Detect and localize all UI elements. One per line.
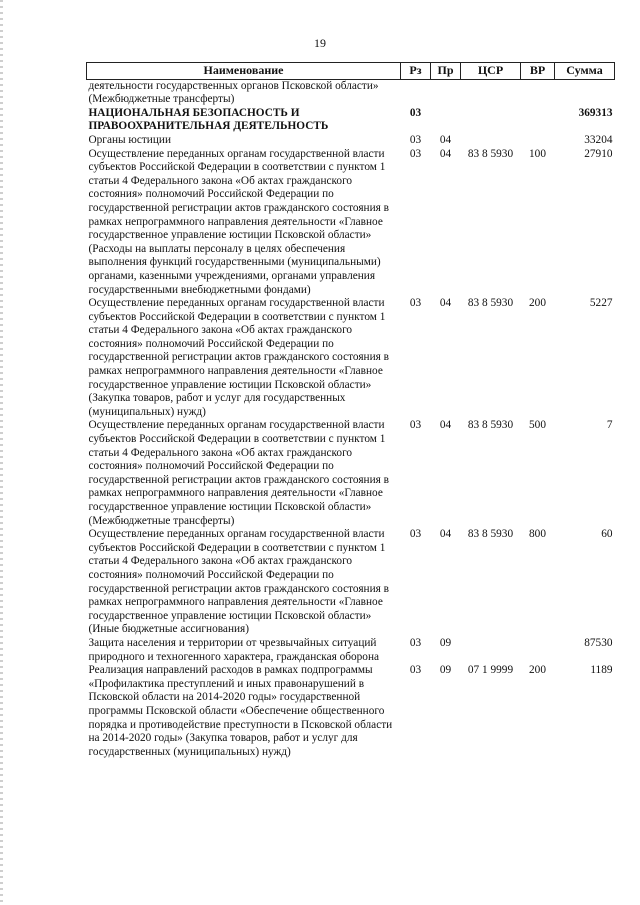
table-row [87, 79, 615, 107]
row-vr: 200 [529, 297, 546, 310]
row-rz: 03 [409, 664, 422, 677]
row-sum: 27910 [584, 147, 613, 160]
row-sum: 5227 [589, 297, 613, 310]
row-vr: 100 [529, 147, 546, 160]
header-vr: ВР [521, 63, 555, 80]
row-vr: 500 [529, 419, 546, 432]
row-rz: 03 [409, 528, 422, 541]
row-csr: 83 8 5930 [467, 528, 514, 541]
row-vr: 200 [529, 664, 546, 677]
table-row [87, 297, 615, 419]
row-sum: 60 [601, 528, 613, 541]
row-pr: 04 [439, 147, 452, 160]
page-number: 19 [314, 36, 326, 50]
row-pr [431, 107, 461, 134]
row-name: деятельности государственных органов Псковской области» (Межбюджетные трансферты) [88, 79, 379, 106]
header-pr: Пр [431, 63, 461, 80]
row-rz: 03 [409, 147, 422, 160]
row-vr [521, 134, 555, 148]
row-rz: 03 [409, 419, 422, 432]
row-pr: 04 [439, 133, 452, 146]
row-sum: 1189 [590, 664, 613, 677]
row-sum: 87530 [584, 636, 613, 649]
row-rz [401, 79, 431, 107]
row-vr [521, 79, 555, 107]
row-rz: 03 [409, 133, 422, 146]
row-vr: 800 [529, 528, 546, 541]
table-row [87, 134, 615, 148]
scan-edge-marks [0, 0, 3, 905]
row-pr: 04 [439, 528, 452, 541]
row-pr: 09 [439, 636, 452, 649]
table-row [87, 528, 615, 637]
row-csr [461, 107, 521, 134]
row-sum: 7 [606, 419, 613, 432]
table-row [87, 664, 615, 759]
row-rz: 03 [409, 297, 422, 310]
row-name: Органы юстиции [88, 133, 171, 146]
row-csr [461, 637, 521, 664]
table-header-row [87, 63, 615, 80]
row-name: НАЦИОНАЛЬНАЯ БЕЗОПАСНОСТЬ И ПРАВООХРАНИТЕЛЬНАЯ ДЕЯТЕЛЬНОСТЬ [88, 106, 329, 133]
row-pr: 04 [439, 297, 452, 310]
table-row [87, 637, 615, 664]
row-pr [431, 79, 461, 107]
header-sum: Сумма [555, 63, 615, 80]
row-sum [555, 79, 615, 107]
row-name: Осуществление переданных органам государственной власти субъектов Российской Федерации в соответствии с пунктом 1 статьи 4 Федерального закона «Об актах гражданского состояния» полномочий Российской Федерации по государственной регистрации актов гражданского состояния в рамках непрограммного направления деятельности «Главное государственное управление юстиции Псковской области» (Межбюджетные трансферты) [88, 419, 389, 527]
row-csr: 07 1 9999 [467, 664, 514, 677]
row-rz: 03 [409, 636, 422, 649]
header-rz: Рз [401, 63, 431, 80]
table-row-section [87, 107, 615, 134]
row-vr [521, 637, 555, 664]
row-name: Осуществление переданных органам государственной власти субъектов Российской Федерации в соответствии с пунктом 1 статьи 4 Федерального закона «Об актах гражданского состояния» полномочий Российской Федерации по государственной регистрации актов гражданского состояния в рамках непрограммного направления деятельности «Главное государственное управление юстиции Псковской области» (Иные бюджетные ассигнования) [88, 528, 389, 636]
row-name: Осуществление переданных органам государственной власти субъектов Российской Федерации в соответствии с пунктом 1 статьи 4 Федерального закона «Об актах гражданского состояния» полномочий Российской Федерации по государственной регистрации актов гражданского состояния в рамках непрограммного направления деятельности «Главное государственное управление юстиции Псковской области» (Расходы на выплаты персоналу в целях обеспечения выполнения функций государственными (муниципальными) органами, казенными учреждениями, органами управления государственными внебюджетными фондами) [88, 147, 389, 296]
row-name: Защита населения и территории от чрезвычайных ситуаций природного и техногенного характера, гражданская оборона [88, 636, 380, 663]
header-csr: ЦСР [461, 63, 521, 80]
row-csr [461, 134, 521, 148]
row-rz: 03 [409, 106, 422, 119]
row-pr: 09 [439, 664, 452, 677]
budget-table [86, 62, 615, 759]
row-sum: 369313 [578, 106, 613, 119]
row-csr: 83 8 5930 [467, 297, 514, 310]
row-pr: 04 [439, 419, 452, 432]
table-row [87, 419, 615, 528]
table-row [87, 148, 615, 298]
row-csr: 83 8 5930 [467, 147, 514, 160]
row-csr: 83 8 5930 [467, 419, 514, 432]
row-vr [521, 107, 555, 134]
row-csr [461, 79, 521, 107]
row-name: Реализация направлений расходов в рамках подпрограммы «Профилактика преступлений и иных правонарушений в Псковской области на 2014-2020 годы» государственной программы Псковской области «Обеспечение общественного порядка и противодействие преступности в Псковской области на 2014-2020 годы» (Закупка товаров, работ и услуг для государственных (муниципальных) нужд) [88, 664, 393, 758]
row-name: Осуществление переданных органам государственной власти субъектов Российской Федерации в соответствии с пунктом 1 статьи 4 Федерального закона «Об актах гражданского состояния» полномочий Российской Федерации по государственной регистрации актов гражданского состояния в рамках непрограммного направления деятельности «Главное государственное управление юстиции Псковской области» (Закупка товаров, работ и услуг для государственных (муниципальных) нужд) [88, 297, 389, 418]
header-name: Наименование [87, 63, 401, 80]
row-sum: 33204 [584, 133, 613, 146]
